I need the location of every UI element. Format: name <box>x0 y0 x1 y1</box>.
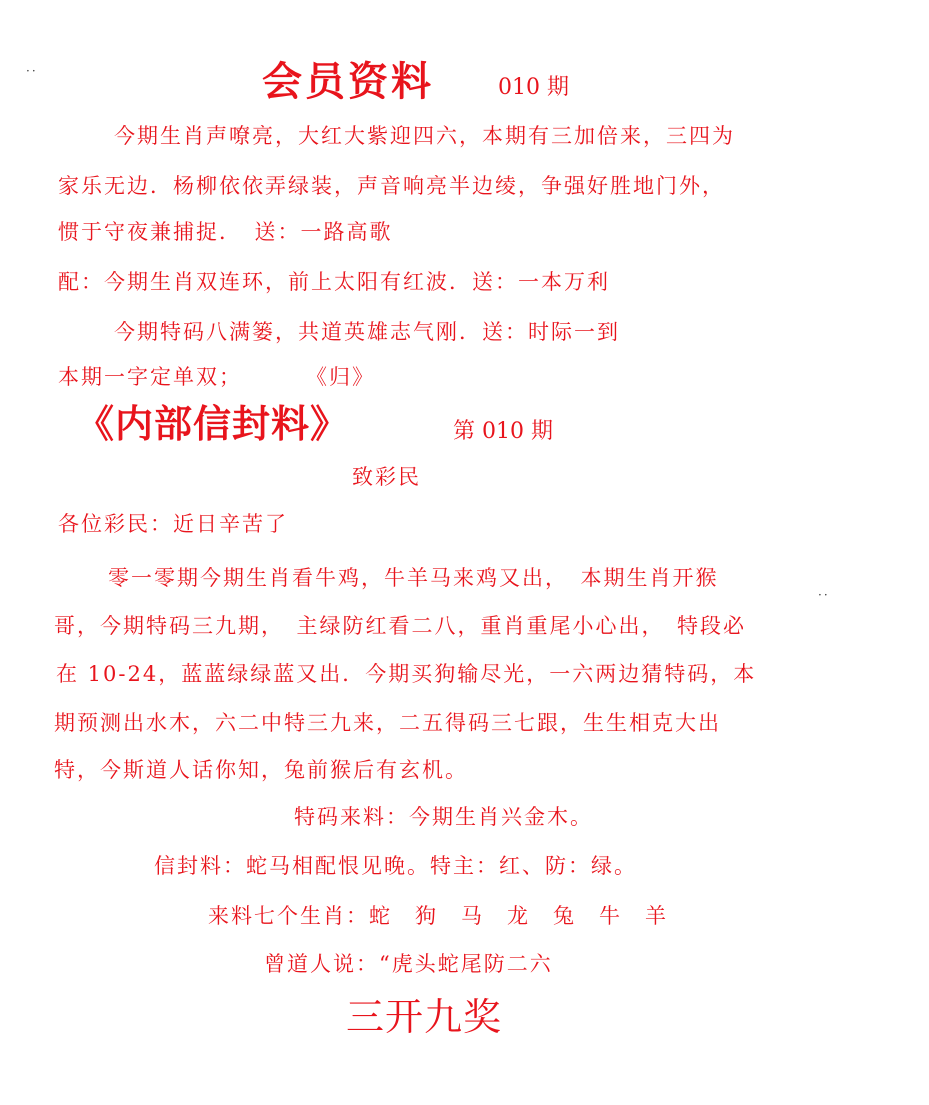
special-source-line: 特码来料：今期生肖兴金木。 <box>294 805 593 829</box>
scan-dots: ·· <box>818 588 830 602</box>
paragraph-line: 今期生肖声嘹亮，大红大紫迎四六，本期有三加倍来，三四为 <box>114 124 735 148</box>
paragraph-line: 零一零期今期生肖看牛鸡，牛羊马来鸡又出， 本期生肖开猴 <box>108 566 719 590</box>
greeting-title: 致彩民 <box>352 465 421 489</box>
member-data-title: 会员资料 <box>262 58 434 105</box>
paragraph-line: 特，今斯道人话你知，兔前猴后有玄机。 <box>54 758 468 782</box>
paragraph-line: 家乐无边．杨柳依依弄绿装，声音响亮半边绫，争强好胜地门外， <box>58 174 725 198</box>
salutation: 各位彩民：近日辛苦了 <box>58 512 288 536</box>
paragraph-line: 今期特码八满篓，共道英雄志气刚．送：时际一到 <box>114 320 620 344</box>
paragraph-line: 期预测出水木，六二中特三九来，二五得码三七跟，生生相克大出 <box>54 711 721 735</box>
paragraph-line: 哥，今期特码三九期， 主绿防红看二八，重肖重尾小心出， 特段必 <box>54 614 746 638</box>
envelope-issue: 第 010 期 <box>453 419 553 444</box>
paragraph-line: 在 10-24，蓝蓝绿绿蓝又出．今期买狗输尽光，一六两边猜特码，本 <box>56 662 757 686</box>
single-double-answer: 《归》 <box>306 365 375 389</box>
scan-dots: ·· <box>26 64 38 78</box>
envelope-line: 信封料：蛇马相配恨见晚。特主：红、防：绿。 <box>154 854 637 878</box>
paragraph-line: 配：今期生肖双连环，前上太阳有红波．送：一本万利 <box>58 270 610 294</box>
paragraph-line: 惯于守夜兼捕捉． 送：一路高歌 <box>58 220 393 244</box>
paragraph-line: 本期一字定单双； <box>58 365 242 389</box>
final-headline: 三开九奖 <box>346 995 503 1039</box>
saying-line: 曾道人说：“虎头蛇尾防二六 <box>264 952 553 976</box>
envelope-title: 《内部信封料》 <box>76 401 350 446</box>
member-data-issue: 010 期 <box>498 75 569 100</box>
seven-zodiacs-line: 来料七个生肖：蛇 狗 马 龙 兔 牛 羊 <box>208 904 668 928</box>
